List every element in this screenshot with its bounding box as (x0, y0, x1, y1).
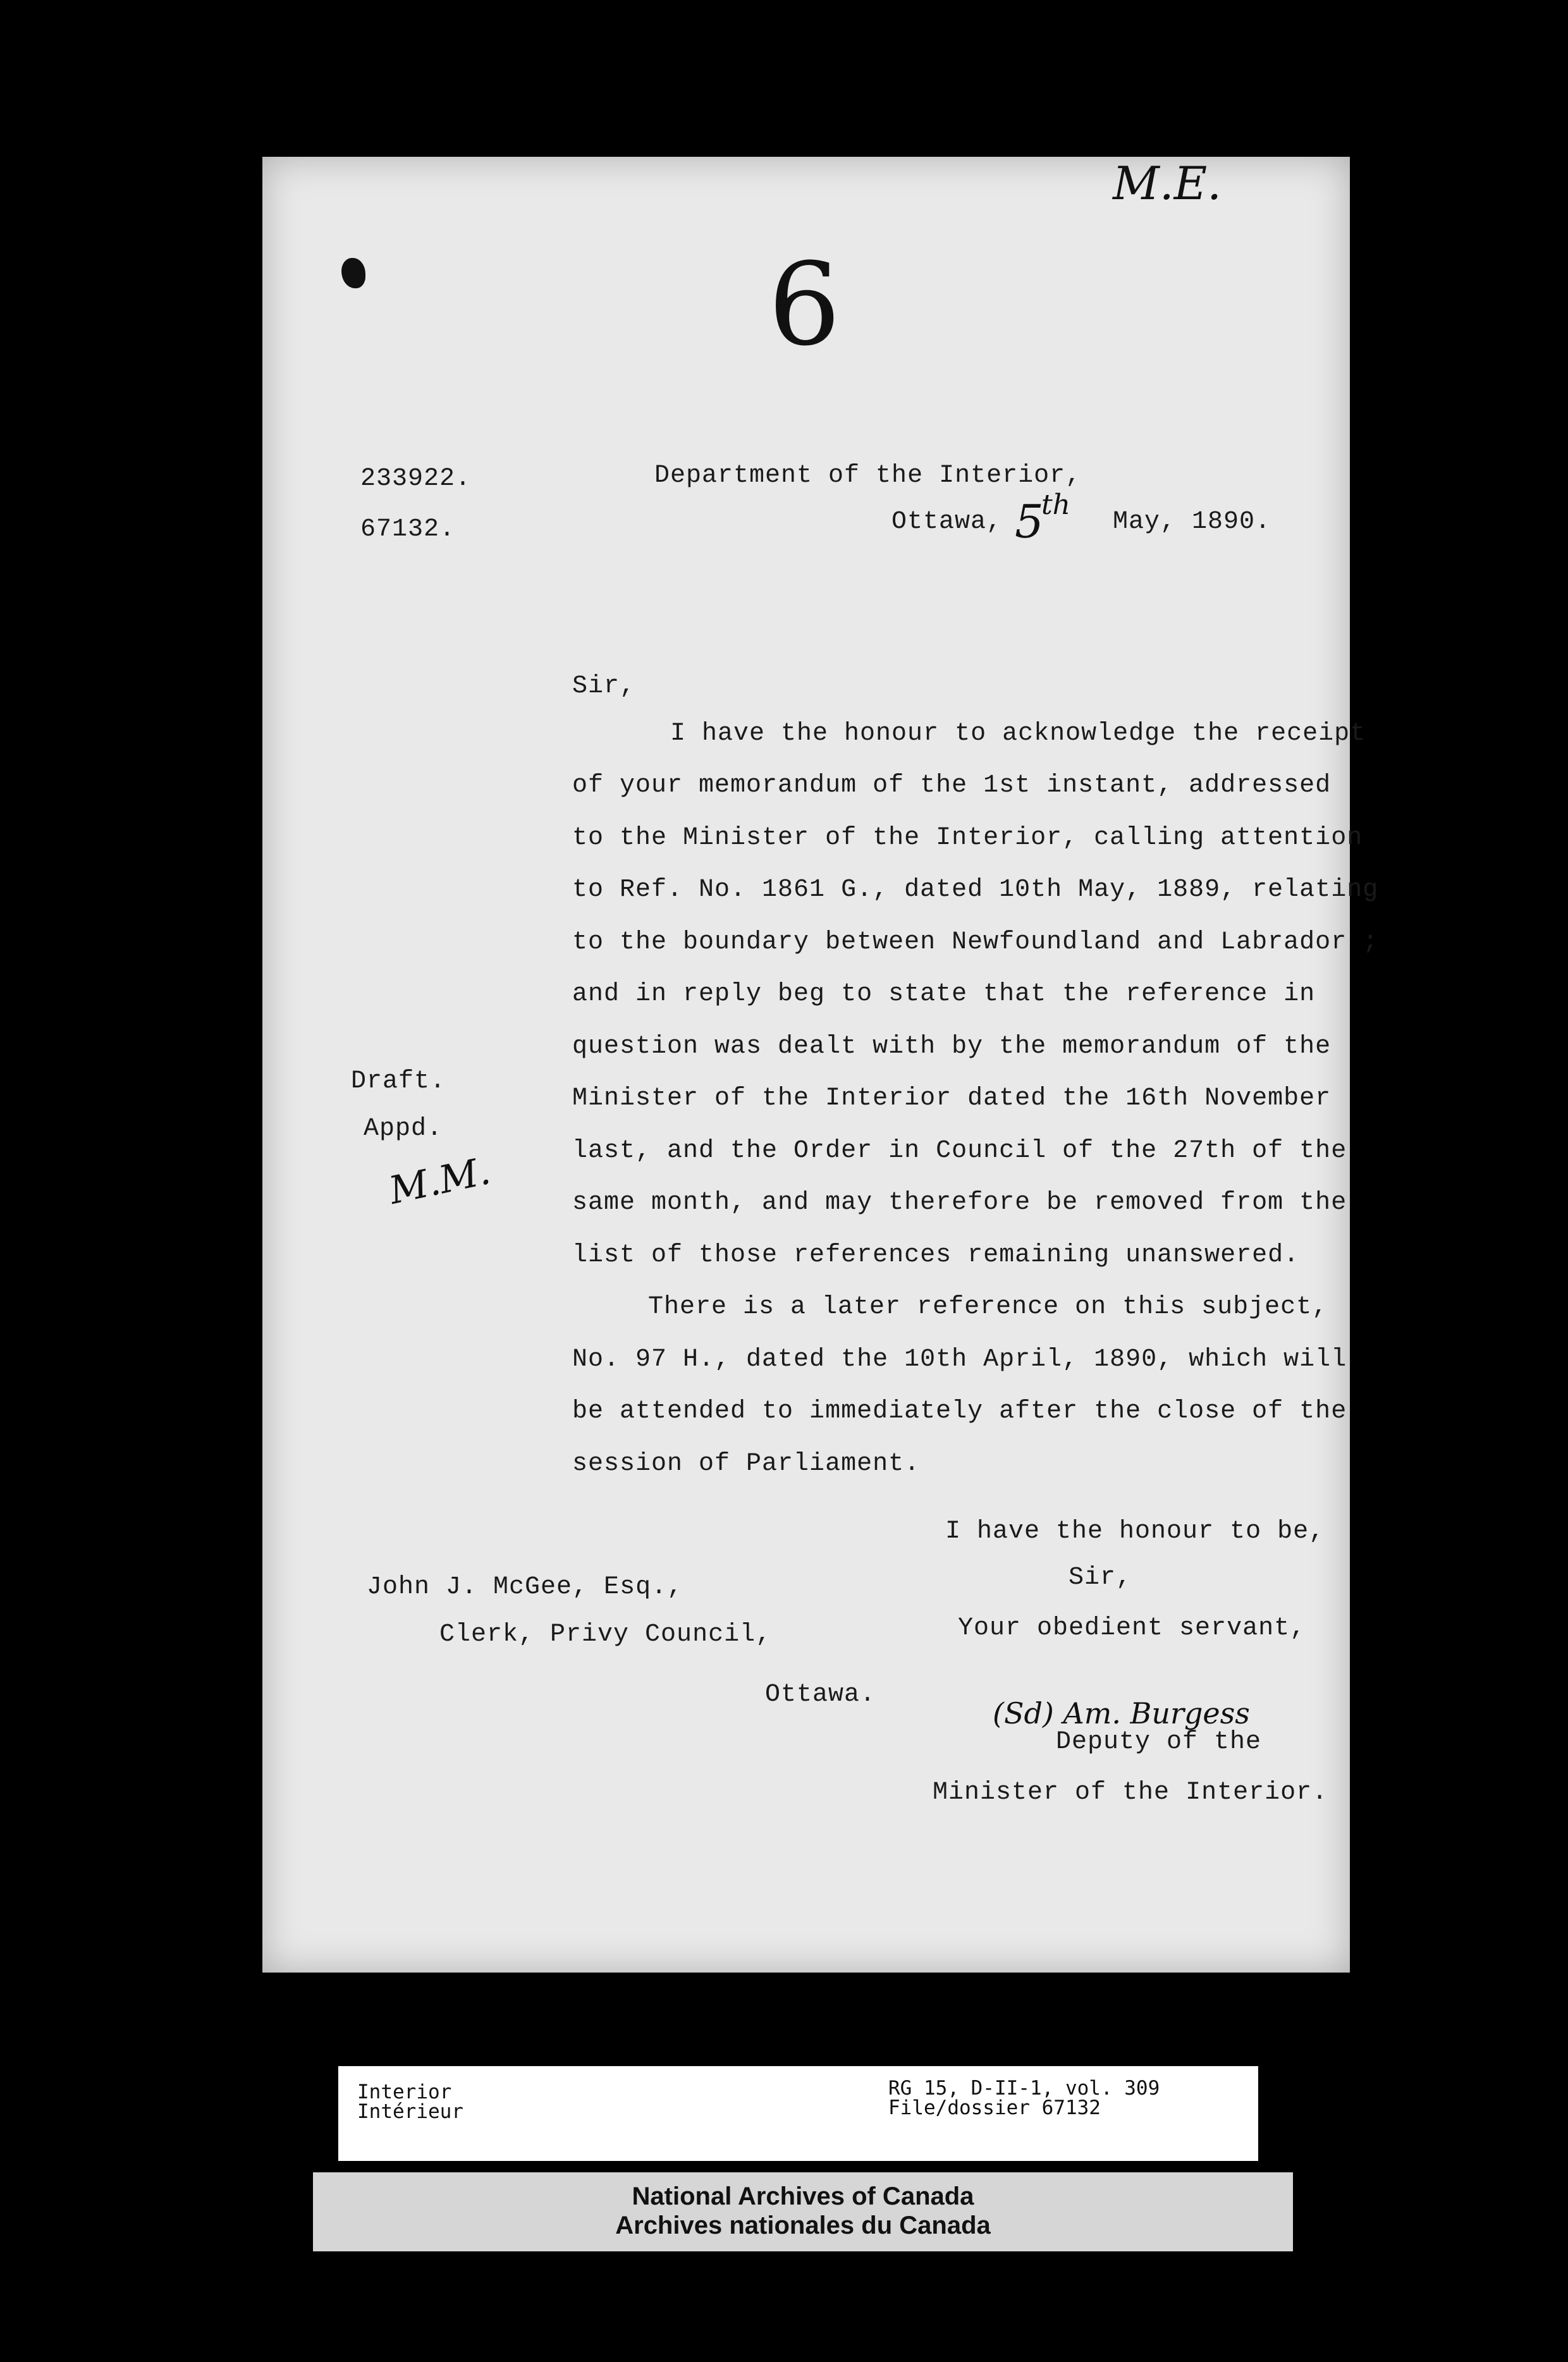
closing-line: Deputy of the (1056, 1728, 1262, 1756)
letter-line: There is a later reference on this subject, (648, 1293, 1328, 1321)
document-page (262, 157, 1379, 1973)
letter-line: list of those references remaining unanswered. (572, 1241, 1300, 1270)
label-right-1: RG 15, D-II-1, vol. 309 (888, 2077, 1160, 2100)
letter-line: Minister of the Interior dated the 16th November (572, 1084, 1332, 1113)
letter-line: I have the honour to acknowledge the receipt (670, 719, 1366, 748)
letter-line: to the boundary between Newfoundland and Labrador ; (572, 928, 1379, 957)
letter-line: to the Minister of the Interior, calling attention (572, 824, 1363, 852)
addressee-name: John J. McGee, Esq., (367, 1573, 683, 1601)
margin-appd: Appd. (364, 1115, 443, 1143)
label-left-1: Interior (357, 2081, 452, 2103)
archives-banner (313, 2172, 1293, 2251)
letter-line: session of Parliament. (572, 1450, 921, 1478)
letter-line: question was dealt with by the memorandum of the (572, 1032, 1332, 1061)
place: Ottawa, (891, 508, 1003, 536)
archive-reference-label (338, 2066, 1258, 2161)
addressee-city: Ottawa. (765, 1680, 876, 1709)
closing-line: Your obedient servant, (958, 1614, 1306, 1643)
ink-stain (341, 258, 365, 288)
department-heading: Department of the Interior, (654, 462, 1082, 490)
page-number: 6 (768, 239, 841, 371)
banner-line-2: Archives nationales du Canada (615, 2212, 991, 2239)
closing-line: Minister of the Interior. (933, 1778, 1328, 1807)
letter-line: be attended to immediately after the close of the (572, 1397, 1347, 1426)
margin-draft: Draft. (351, 1067, 446, 1096)
label-left-2: Intérieur (357, 2100, 463, 2123)
addressee-title: Clerk, Privy Council, (439, 1620, 772, 1649)
approval-initials: M.M. (385, 1149, 494, 1213)
letter-line: same month, and may therefore be removed from the (572, 1189, 1347, 1217)
letter-line: and in reply beg to state that the reference in (572, 980, 1316, 1008)
letter-line: No. 97 H., dated the 10th April, 1890, which will (572, 1345, 1347, 1374)
letter-line: of your memorandum of the 1st instant, addressed (572, 771, 1332, 800)
signature: (Sd) Am. Burgess (993, 1696, 1250, 1730)
salutation: Sir, (572, 672, 636, 701)
closing-line: Sir, (1069, 1563, 1132, 1592)
date-suffix: th (1041, 489, 1071, 521)
letter-line: to Ref. No. 1861 G., dated 10th May, 1889, relating (572, 876, 1379, 904)
date-rest: May, 1890. (1113, 508, 1271, 536)
letter-line: last, and the Order in Council of the 27th of the (572, 1137, 1347, 1165)
closing-line: I have the honour to be, (945, 1517, 1325, 1546)
file-number-2: 67132. (360, 515, 456, 544)
file-number-1: 233922. (360, 465, 472, 493)
date-day: 5 (1015, 495, 1044, 548)
label-right-2: File/dossier 67132 (888, 2096, 1101, 2119)
banner-line-1: National Archives of Canada (632, 2182, 974, 2210)
corner-initials: M.E. (1113, 157, 1222, 210)
